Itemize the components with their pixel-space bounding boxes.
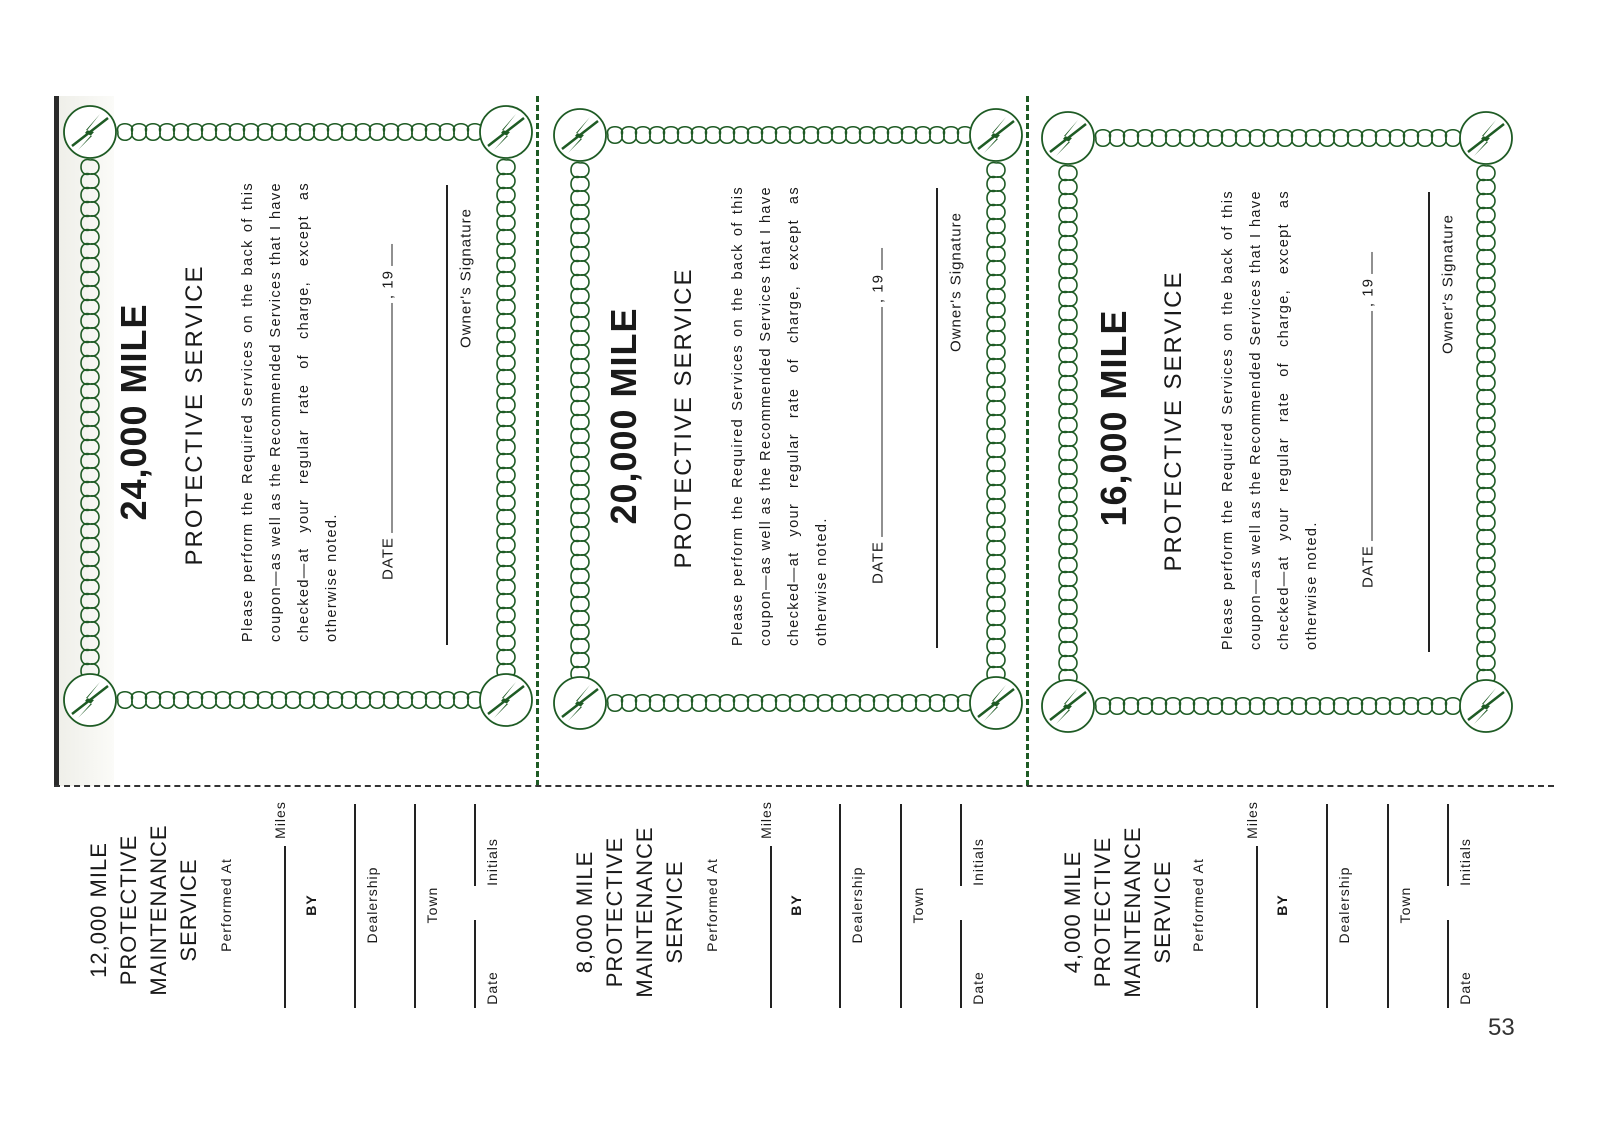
- stub-title-line: MAINTENANCE: [1120, 826, 1145, 998]
- dealership-line[interactable]: [839, 804, 841, 1008]
- initials-label: Initials: [1457, 838, 1473, 886]
- stub-mileage: 4,000 MILE: [1060, 850, 1085, 974]
- by-label: BY: [303, 894, 319, 916]
- coil-border-segment: [1059, 166, 1077, 685]
- studebaker-lightning-emblem-icon: [1042, 112, 1094, 164]
- miles-line[interactable]: [770, 846, 772, 1008]
- studebaker-lightning-emblem-icon: [64, 674, 116, 726]
- coil-border-segment: [1096, 130, 1461, 147]
- signature-line[interactable]: [1428, 192, 1430, 652]
- stub-title-line: PROTECTIVE: [1090, 836, 1115, 988]
- coil-border-segment: [118, 692, 483, 709]
- stub-title: [84, 824, 204, 995]
- coil-border-segment: [81, 160, 99, 679]
- miles-line[interactable]: [284, 846, 286, 1008]
- studebaker-lightning-emblem-icon: [554, 109, 606, 161]
- dealership-label: Dealership: [1336, 866, 1352, 944]
- coil-border-segment: [571, 163, 589, 682]
- signature-line[interactable]: [936, 188, 938, 648]
- stub-title-line: SERVICE: [662, 860, 687, 964]
- coil-border-segment: [987, 163, 1005, 682]
- page-number: 53: [1488, 1014, 1515, 1041]
- coupon-date-line: [380, 244, 397, 580]
- initials-label: Initials: [970, 838, 986, 886]
- year-prefix: , 19: [1359, 278, 1377, 308]
- town-label: Town: [1397, 886, 1413, 924]
- dealership-line[interactable]: [1326, 804, 1328, 1008]
- stub-title-line: SERVICE: [1150, 860, 1175, 964]
- studebaker-lightning-emblem-icon: [970, 677, 1022, 729]
- studebaker-lightning-emblem-icon: [480, 106, 532, 158]
- date-blank[interactable]: [392, 303, 393, 533]
- signature-line[interactable]: [446, 185, 448, 645]
- miles-label: Miles: [1244, 801, 1260, 839]
- performed-at-label: Performed At: [1190, 858, 1206, 952]
- coil-border-segment: [608, 695, 973, 712]
- town-label: Town: [424, 886, 440, 924]
- coupon-instructions: Please perform the Required Services on the back of this coupon—as well as the Recommended Services that I have checked—at your regular rate of charge, except as otherwise noted.: [730, 186, 830, 646]
- stub-mileage: 8,000 MILE: [572, 850, 597, 974]
- stub-mileage: 12,000 MILE: [86, 842, 111, 978]
- studebaker-lightning-emblem-icon: [480, 674, 532, 726]
- date-blank[interactable]: [1372, 311, 1373, 541]
- coil-border-segment: [1477, 166, 1495, 685]
- stub-title: [570, 826, 690, 997]
- studebaker-lightning-emblem-icon: [1460, 112, 1512, 164]
- date-line[interactable]: [1447, 920, 1449, 1008]
- town-line[interactable]: [900, 804, 902, 1008]
- stub-title-line: MAINTENANCE: [146, 824, 171, 996]
- studebaker-lightning-emblem-icon: [1460, 680, 1512, 732]
- dealership-label: Dealership: [364, 866, 380, 944]
- date-blank[interactable]: [882, 307, 883, 537]
- date-label: Date: [1457, 971, 1473, 1005]
- coupon-service-title: PROTECTIVE SERVICE: [181, 264, 208, 566]
- coupon-date-line: [870, 248, 887, 584]
- date-label: DATE: [1359, 545, 1377, 588]
- signature-label: Owner's Signature: [947, 212, 965, 352]
- stub-title-line: PROTECTIVE: [116, 834, 141, 986]
- date-label: DATE: [869, 541, 887, 584]
- studebaker-lightning-emblem-icon: [1042, 680, 1094, 732]
- performed-at-label: Performed At: [704, 858, 720, 952]
- coupon-mileage: 24,000 MILE: [113, 303, 154, 521]
- coupon-mileage: 16,000 MILE: [1093, 309, 1134, 527]
- dealership-line[interactable]: [354, 804, 356, 1008]
- initials-label: Initials: [484, 838, 500, 886]
- stub-title-line: MAINTENANCE: [632, 826, 657, 998]
- coil-border-segment: [608, 127, 973, 144]
- date-line[interactable]: [960, 920, 962, 1008]
- miles-label: Miles: [272, 801, 288, 839]
- date-label: Date: [484, 971, 500, 1005]
- year-prefix: , 19: [869, 274, 887, 304]
- date-label: Date: [970, 971, 986, 1005]
- dealership-label: Dealership: [849, 866, 865, 944]
- by-label: BY: [1274, 894, 1290, 916]
- date-label: DATE: [379, 537, 397, 580]
- by-label: BY: [788, 894, 804, 916]
- coupon-mileage: 20,000 MILE: [603, 307, 644, 525]
- stub-title-line: SERVICE: [176, 858, 201, 962]
- coil-border-segment: [118, 124, 483, 141]
- coil-border-segment: [1096, 698, 1461, 715]
- coupon-service-title: PROTECTIVE SERVICE: [670, 267, 697, 569]
- coupon-instructions: Please perform the Required Services on the back of this coupon—as well as the Recommended Services that I have checked—at your regular rate of charge, except as otherwise noted.: [1220, 190, 1320, 650]
- signature-label: Owner's Signature: [457, 208, 475, 348]
- coupon-instructions: Please perform the Required Services on the back of this coupon—as well as the Recommended Services that I have checked—at your regular rate of charge, except as otherwise noted.: [240, 182, 340, 642]
- initials-line[interactable]: [1447, 804, 1449, 886]
- studebaker-lightning-emblem-icon: [64, 106, 116, 158]
- coil-border-segment: [497, 160, 515, 679]
- studebaker-lightning-emblem-icon: [554, 677, 606, 729]
- coupon-date-line: [1360, 252, 1377, 588]
- studebaker-lightning-emblem-icon: [970, 109, 1022, 161]
- town-line[interactable]: [1387, 804, 1389, 1008]
- miles-label: Miles: [758, 801, 774, 839]
- initials-line[interactable]: [474, 804, 476, 886]
- miles-line[interactable]: [1256, 846, 1258, 1008]
- initials-line[interactable]: [960, 804, 962, 886]
- year-blank[interactable]: [392, 244, 393, 266]
- performed-at-label: Performed At: [218, 858, 234, 952]
- stub-title: [1058, 826, 1178, 997]
- town-label: Town: [910, 886, 926, 924]
- coupon-service-title: PROTECTIVE SERVICE: [1160, 270, 1187, 572]
- town-line[interactable]: [414, 804, 416, 1008]
- stub-title-line: PROTECTIVE: [602, 836, 627, 988]
- year-blank[interactable]: [1372, 252, 1373, 274]
- year-blank[interactable]: [882, 248, 883, 270]
- date-line[interactable]: [474, 920, 476, 1008]
- signature-label: Owner's Signature: [1439, 214, 1457, 354]
- year-prefix: , 19: [379, 270, 397, 300]
